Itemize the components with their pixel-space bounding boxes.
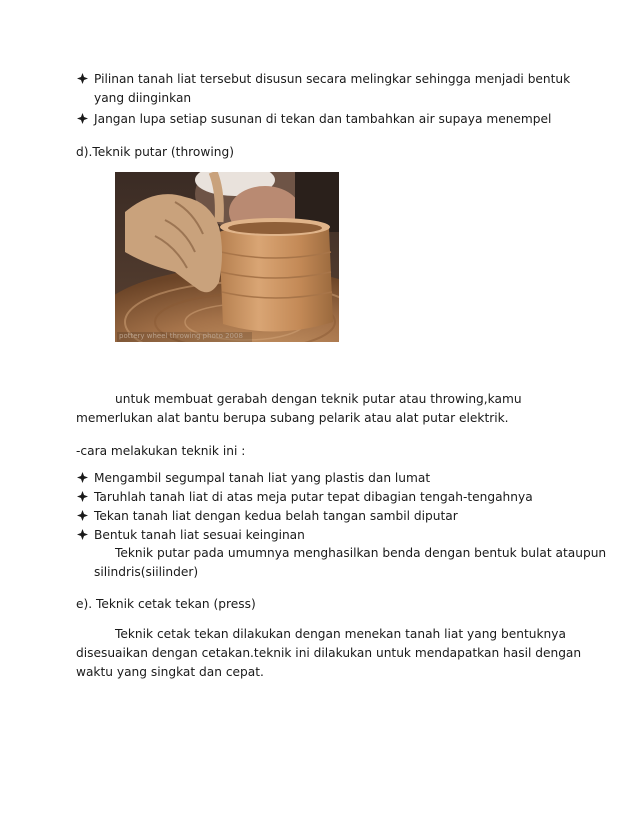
diamond-bullet-icon: [77, 510, 88, 521]
bullet-item: [77, 72, 570, 86]
step-text: Tekan tanah liat dengan kedua belah tangan sambil diputar: [94, 509, 458, 523]
diamond-bullet-icon: [77, 491, 88, 502]
diamond-bullet-icon: [77, 73, 88, 84]
step-text: Bentuk tanah liat sesuai keinginan: [94, 528, 305, 542]
steps-note-line: Teknik putar pada umumnya menghasilkan benda dengan bentuk bulat ataupun: [115, 546, 607, 560]
section-heading-press: e). Teknik cetak tekan (press): [76, 597, 256, 611]
step-item: [77, 528, 305, 542]
steps-note-line: silindris(siilinder): [94, 565, 199, 579]
paragraph-line: waktu yang singkat dan cepat.: [76, 665, 264, 679]
bullet-text-continued: yang diinginkan: [94, 91, 192, 105]
photo-watermark: pottery wheel throwing photo 2008: [119, 332, 243, 340]
step-item: [77, 490, 533, 504]
section-heading-throwing: d).Teknik putar (throwing): [76, 145, 234, 159]
diamond-bullet-icon: [77, 472, 88, 483]
paragraph-line: untuk membuat gerabah dengan teknik putar atau throwing,kamu: [115, 392, 522, 406]
step-text: Mengambil segumpal tanah liat yang plastis dan lumat: [94, 471, 431, 485]
bullet-text: Jangan lupa setiap susunan di tekan dan tambahkan air supaya menempel: [94, 112, 552, 126]
step-item: [77, 471, 430, 485]
diamond-bullet-icon: [77, 529, 88, 540]
step-item: [77, 509, 458, 523]
diamond-bullet-icon: [77, 113, 88, 124]
step-text: Taruhlah tanah liat di atas meja putar tepat dibagian tengah-tengahnya: [94, 490, 533, 504]
bullet-text: Pilinan tanah liat tersebut disusun secara melingkar sehingga menjadi bentuk: [94, 72, 571, 86]
pottery-wheel-photo: [115, 172, 339, 342]
paragraph-line: memerlukan alat bantu berupa subang pelarik atau alat putar elektrik.: [76, 411, 509, 425]
paragraph-line: Teknik cetak tekan dilakukan dengan menekan tanah liat yang bentuknya: [115, 627, 566, 641]
paragraph-line: disesuaikan dengan cetakan.teknik ini dilakukan untuk mendapatkan hasil dengan: [76, 646, 582, 660]
bullet-item: [77, 112, 551, 126]
steps-label: -cara melakukan teknik ini :: [76, 444, 246, 458]
